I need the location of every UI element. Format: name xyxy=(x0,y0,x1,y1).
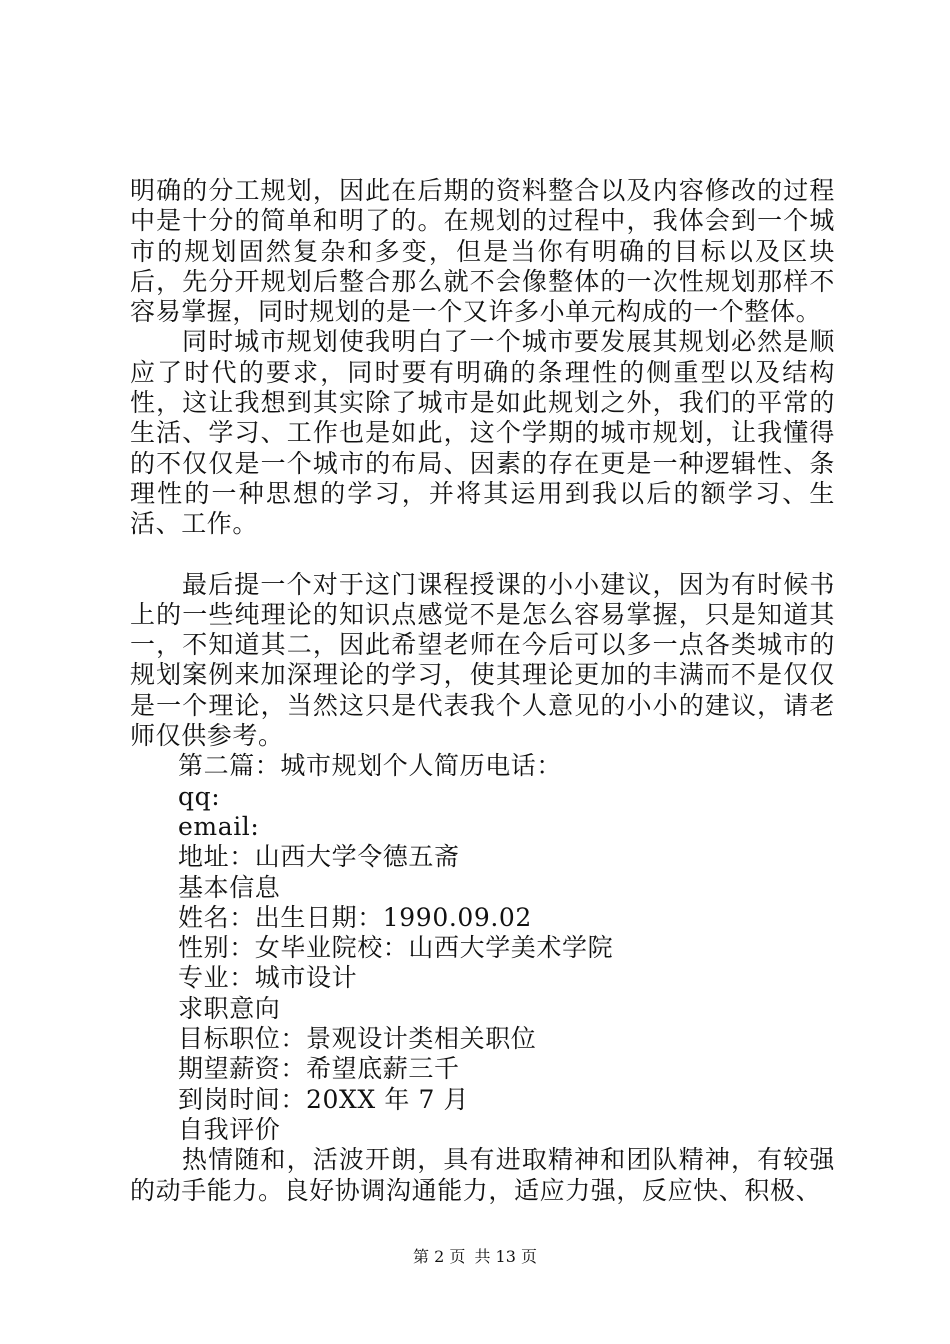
resume-section-basic-info: 基本信息 xyxy=(178,872,281,902)
resume-email: email: xyxy=(178,811,260,841)
resume-name-birth: 姓名：出生日期：1990.09.02 xyxy=(178,902,532,932)
paragraph-planning-division: 明确的分工规划，因此在后期的资料整合以及内容修改的过程中是十分的简单和明了的。在规划的过程中，我体会到一个城市的规划固然复杂和多变，但是当你有明确的目标以及区块后，先分开规划后整合那么就不会像整体的一次性规划那样不容易掌握，同时规划的是一个又许多小单元构成的一个整体。 xyxy=(130,176,835,327)
paragraph-gap xyxy=(130,540,835,570)
resume-target-position: 目标职位：景观设计类相关职位 xyxy=(178,1024,537,1054)
resume-major: 专业：城市设计 xyxy=(178,963,358,993)
resume-expected-salary: 期望薪资：希望底薪三千 xyxy=(178,1054,460,1084)
resume-arrival-time: 到岗时间：20XX 年 7 月 xyxy=(178,1084,470,1114)
resume-heading: 第二篇：城市规划个人简历电话： xyxy=(178,751,563,781)
page-number: 第 2 页 xyxy=(413,1247,466,1266)
resume-address: 地址：山西大学令德五斋 xyxy=(178,842,460,872)
document-body xyxy=(130,176,835,1206)
page-total: 共 13 页 xyxy=(474,1247,537,1266)
page-footer xyxy=(0,1244,950,1267)
resume-qq: qq: xyxy=(178,781,221,811)
paragraph-course-suggestion: 最后提一个对于这门课程授课的小小建议，因为有时候书上的一些纯理论的知识点感觉不是怎么容易掌握，只是知道其一，不知道其二，因此希望老师在今后可以多一点各类城市的规划案例来加深理论的学习，使其理论更加的丰满而不是仅仅是一个理论，当然这只是代表我个人意见的小小的建议，请老师仅供参考。 xyxy=(130,569,835,751)
resume-section-self-evaluation: 自我评价 xyxy=(178,1114,281,1144)
paragraph-planning-lessons: 同时城市规划使我明白了一个城市要发展其规划必然是顺应了时代的要求，同时要有明确的条理性的侧重型以及结构性，这让我想到其实除了城市是如此规划之外，我们的平常的生活、学习、工作也是如此，这个学期的城市规划，让我懂得的不仅仅是一个城市的布局、因素的存在更是一种逻辑性、条理性的一种思想的学习，并将其运用到我以后的额学习、生活、工作。 xyxy=(130,327,835,539)
resume-gender-school: 性别：女毕业院校：山西大学美术学院 xyxy=(178,933,614,963)
resume-section-job-intention: 求职意向 xyxy=(178,993,281,1023)
paragraph-self-evaluation: 热情随和，活波开朗，具有进取精神和团队精神，有较强的动手能力。良好协调沟通能力，适应力强，反应快、积极、 xyxy=(130,1145,835,1205)
